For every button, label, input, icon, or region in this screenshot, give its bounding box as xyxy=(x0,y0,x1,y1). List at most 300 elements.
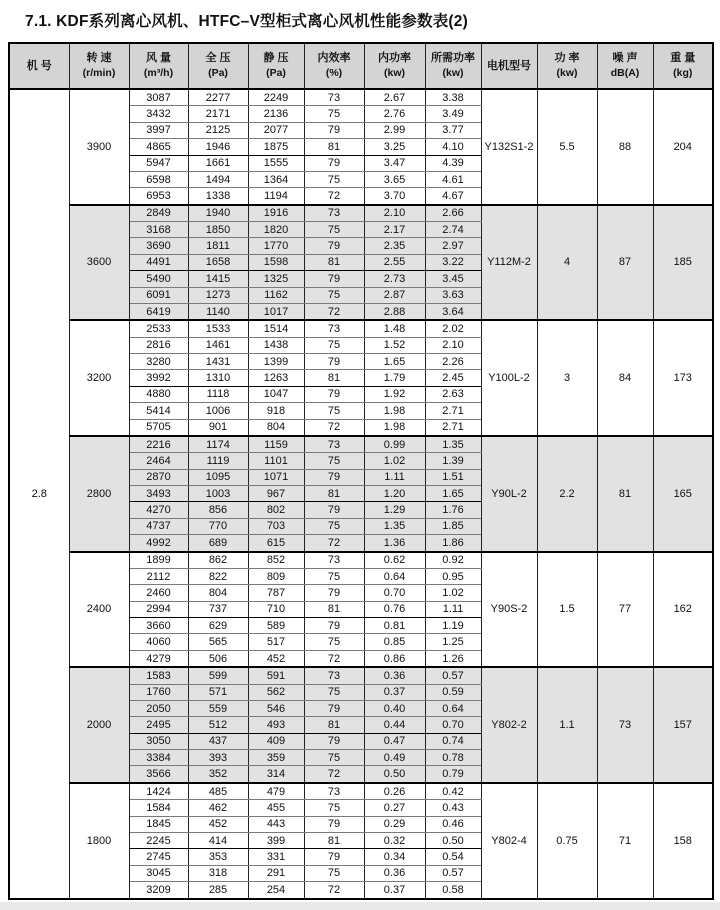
static-pressure-cell: 1325 xyxy=(248,271,304,287)
efficiency-cell: 75 xyxy=(304,634,364,650)
internal-power-cell: 2.35 xyxy=(364,238,425,254)
internal-power-cell: 0.36 xyxy=(364,865,425,881)
required-power-cell: 2.10 xyxy=(425,337,481,353)
internal-power-cell: 0.29 xyxy=(364,816,425,832)
internal-power-cell: 0.37 xyxy=(364,882,425,899)
static-pressure-cell: 703 xyxy=(248,518,304,534)
required-power-cell: 1.02 xyxy=(425,585,481,601)
col-header-noise: 噪 声 dB(A) xyxy=(597,43,653,89)
machine-no-cell: 2.8 xyxy=(9,89,69,899)
flow-cell: 2460 xyxy=(129,585,188,601)
required-power-cell: 1.19 xyxy=(425,618,481,634)
internal-power-cell: 0.70 xyxy=(364,585,425,601)
total-pressure-cell: 2125 xyxy=(188,122,248,138)
weight-cell: 157 xyxy=(653,667,713,783)
efficiency-cell: 81 xyxy=(304,833,364,849)
internal-power-cell: 0.37 xyxy=(364,684,425,700)
required-power-cell: 3.63 xyxy=(425,287,481,303)
efficiency-cell: 79 xyxy=(304,849,364,865)
speed-cell: 2400 xyxy=(69,552,129,668)
static-pressure-cell: 2136 xyxy=(248,106,304,122)
static-pressure-cell: 1017 xyxy=(248,303,304,320)
internal-power-cell: 0.47 xyxy=(364,733,425,749)
flow-cell: 2533 xyxy=(129,320,188,337)
internal-power-cell: 2.76 xyxy=(364,106,425,122)
total-pressure-cell: 1140 xyxy=(188,303,248,320)
internal-power-cell: 0.27 xyxy=(364,800,425,816)
efficiency-cell: 72 xyxy=(304,882,364,899)
motor-power-cell: 2.2 xyxy=(537,436,597,552)
efficiency-cell: 79 xyxy=(304,733,364,749)
col-header-machine-no: 机 号 xyxy=(9,43,69,89)
total-pressure-cell: 1658 xyxy=(188,254,248,270)
col-header-required-power: 所需功率 (kw) xyxy=(425,43,481,89)
internal-power-cell: 0.36 xyxy=(364,667,425,684)
internal-power-cell: 1.36 xyxy=(364,535,425,552)
static-pressure-cell: 615 xyxy=(248,535,304,552)
flow-cell: 4270 xyxy=(129,502,188,518)
total-pressure-cell: 1850 xyxy=(188,222,248,238)
flow-cell: 5947 xyxy=(129,155,188,171)
required-power-cell: 0.57 xyxy=(425,865,481,881)
efficiency-cell: 73 xyxy=(304,667,364,684)
efficiency-cell: 72 xyxy=(304,535,364,552)
static-pressure-cell: 589 xyxy=(248,618,304,634)
speed-cell: 1800 xyxy=(69,783,129,899)
motor-power-cell: 5.5 xyxy=(537,89,597,205)
static-pressure-cell: 1071 xyxy=(248,469,304,485)
flow-cell: 6419 xyxy=(129,303,188,320)
total-pressure-cell: 862 xyxy=(188,552,248,569)
required-power-cell: 3.64 xyxy=(425,303,481,320)
total-pressure-cell: 1003 xyxy=(188,486,248,502)
col-header-weight: 重 量 (kg) xyxy=(653,43,713,89)
efficiency-cell: 79 xyxy=(304,502,364,518)
total-pressure-cell: 414 xyxy=(188,833,248,849)
total-pressure-cell: 822 xyxy=(188,569,248,585)
flow-cell: 4279 xyxy=(129,650,188,667)
flow-cell: 2994 xyxy=(129,601,188,617)
efficiency-cell: 79 xyxy=(304,354,364,370)
flow-cell: 1583 xyxy=(129,667,188,684)
required-power-cell: 0.92 xyxy=(425,552,481,569)
required-power-cell: 1.26 xyxy=(425,650,481,667)
flow-cell: 3432 xyxy=(129,106,188,122)
total-pressure-cell: 393 xyxy=(188,750,248,766)
total-pressure-cell: 770 xyxy=(188,518,248,534)
internal-power-cell: 1.79 xyxy=(364,370,425,386)
total-pressure-cell: 1174 xyxy=(188,436,248,453)
static-pressure-cell: 1364 xyxy=(248,171,304,187)
flow-cell: 1760 xyxy=(129,684,188,700)
static-pressure-cell: 809 xyxy=(248,569,304,585)
page-title: 7.1. KDF系列离心风机、HTFC–V型柜式离心风机性能参数表(2) xyxy=(25,13,468,30)
efficiency-cell: 73 xyxy=(304,436,364,453)
efficiency-cell: 72 xyxy=(304,303,364,320)
page-bottom-strip xyxy=(0,902,720,910)
total-pressure-cell: 1095 xyxy=(188,469,248,485)
internal-power-cell: 0.85 xyxy=(364,634,425,650)
efficiency-cell: 75 xyxy=(304,106,364,122)
total-pressure-cell: 1494 xyxy=(188,171,248,187)
efficiency-cell: 75 xyxy=(304,518,364,534)
total-pressure-cell: 506 xyxy=(188,650,248,667)
required-power-cell: 0.57 xyxy=(425,667,481,684)
total-pressure-cell: 2171 xyxy=(188,106,248,122)
efficiency-cell: 75 xyxy=(304,453,364,469)
static-pressure-cell: 787 xyxy=(248,585,304,601)
static-pressure-cell: 852 xyxy=(248,552,304,569)
required-power-cell: 0.58 xyxy=(425,882,481,899)
total-pressure-cell: 1338 xyxy=(188,188,248,205)
internal-power-cell: 0.81 xyxy=(364,618,425,634)
col-header-static-pressure: 静 压 (Pa) xyxy=(248,43,304,89)
static-pressure-cell: 314 xyxy=(248,766,304,783)
internal-power-cell: 0.49 xyxy=(364,750,425,766)
efficiency-cell: 75 xyxy=(304,569,364,585)
motor-model-cell: Y802-2 xyxy=(481,667,537,783)
noise-cell: 84 xyxy=(597,320,653,436)
efficiency-cell: 81 xyxy=(304,601,364,617)
static-pressure-cell: 1159 xyxy=(248,436,304,453)
flow-cell: 3045 xyxy=(129,865,188,881)
efficiency-cell: 75 xyxy=(304,287,364,303)
required-power-cell: 2.74 xyxy=(425,222,481,238)
total-pressure-cell: 1431 xyxy=(188,354,248,370)
static-pressure-cell: 409 xyxy=(248,733,304,749)
required-power-cell: 4.61 xyxy=(425,171,481,187)
required-power-cell: 0.64 xyxy=(425,701,481,717)
total-pressure-cell: 737 xyxy=(188,601,248,617)
total-pressure-cell: 512 xyxy=(188,717,248,733)
weight-cell: 158 xyxy=(653,783,713,899)
efficiency-cell: 79 xyxy=(304,386,364,402)
efficiency-cell: 73 xyxy=(304,320,364,337)
efficiency-cell: 81 xyxy=(304,139,364,155)
flow-cell: 1424 xyxy=(129,783,188,800)
total-pressure-cell: 901 xyxy=(188,419,248,436)
efficiency-cell: 79 xyxy=(304,271,364,287)
total-pressure-cell: 1811 xyxy=(188,238,248,254)
col-header-efficiency: 内效率 (%) xyxy=(304,43,364,89)
efficiency-cell: 73 xyxy=(304,783,364,800)
efficiency-cell: 75 xyxy=(304,684,364,700)
required-power-cell: 0.46 xyxy=(425,816,481,832)
efficiency-cell: 81 xyxy=(304,254,364,270)
total-pressure-cell: 1118 xyxy=(188,386,248,402)
required-power-cell: 0.42 xyxy=(425,783,481,800)
required-power-cell: 2.71 xyxy=(425,403,481,419)
total-pressure-cell: 452 xyxy=(188,816,248,832)
internal-power-cell: 2.10 xyxy=(364,205,425,222)
motor-model-cell: Y112M-2 xyxy=(481,205,537,321)
total-pressure-cell: 559 xyxy=(188,701,248,717)
internal-power-cell: 1.98 xyxy=(364,403,425,419)
internal-power-cell: 1.02 xyxy=(364,453,425,469)
efficiency-cell: 73 xyxy=(304,205,364,222)
flow-cell: 2216 xyxy=(129,436,188,453)
noise-cell: 71 xyxy=(597,783,653,899)
efficiency-cell: 72 xyxy=(304,419,364,436)
weight-cell: 185 xyxy=(653,205,713,321)
static-pressure-cell: 1770 xyxy=(248,238,304,254)
static-pressure-cell: 1555 xyxy=(248,155,304,171)
static-pressure-cell: 1194 xyxy=(248,188,304,205)
required-power-cell: 3.22 xyxy=(425,254,481,270)
efficiency-cell: 75 xyxy=(304,403,364,419)
flow-cell: 4737 xyxy=(129,518,188,534)
static-pressure-cell: 1162 xyxy=(248,287,304,303)
total-pressure-cell: 804 xyxy=(188,585,248,601)
required-power-cell: 2.97 xyxy=(425,238,481,254)
static-pressure-cell: 546 xyxy=(248,701,304,717)
flow-cell: 5705 xyxy=(129,419,188,436)
internal-power-cell: 0.40 xyxy=(364,701,425,717)
required-power-cell: 2.66 xyxy=(425,205,481,222)
flow-cell: 1584 xyxy=(129,800,188,816)
speed-cell: 3600 xyxy=(69,205,129,321)
internal-power-cell: 1.20 xyxy=(364,486,425,502)
efficiency-cell: 75 xyxy=(304,800,364,816)
static-pressure-cell: 254 xyxy=(248,882,304,899)
static-pressure-cell: 804 xyxy=(248,419,304,436)
col-header-total-pressure: 全 压 (Pa) xyxy=(188,43,248,89)
static-pressure-cell: 802 xyxy=(248,502,304,518)
flow-cell: 2112 xyxy=(129,569,188,585)
motor-power-cell: 1.1 xyxy=(537,667,597,783)
static-pressure-cell: 1101 xyxy=(248,453,304,469)
efficiency-cell: 73 xyxy=(304,552,364,569)
efficiency-cell: 75 xyxy=(304,171,364,187)
motor-power-cell: 0.75 xyxy=(537,783,597,899)
internal-power-cell: 1.35 xyxy=(364,518,425,534)
noise-cell: 77 xyxy=(597,552,653,668)
efficiency-cell: 73 xyxy=(304,89,364,106)
internal-power-cell: 2.73 xyxy=(364,271,425,287)
efficiency-cell: 79 xyxy=(304,618,364,634)
internal-power-cell: 2.55 xyxy=(364,254,425,270)
static-pressure-cell: 1399 xyxy=(248,354,304,370)
required-power-cell: 3.49 xyxy=(425,106,481,122)
performance-table-wrap xyxy=(8,42,712,900)
static-pressure-cell: 918 xyxy=(248,403,304,419)
internal-power-cell: 1.11 xyxy=(364,469,425,485)
weight-cell: 173 xyxy=(653,320,713,436)
table-row xyxy=(9,436,713,453)
total-pressure-cell: 1661 xyxy=(188,155,248,171)
required-power-cell: 2.63 xyxy=(425,386,481,402)
static-pressure-cell: 1875 xyxy=(248,139,304,155)
required-power-cell: 1.39 xyxy=(425,453,481,469)
total-pressure-cell: 318 xyxy=(188,865,248,881)
table-row xyxy=(9,205,713,222)
internal-power-cell: 0.86 xyxy=(364,650,425,667)
efficiency-cell: 81 xyxy=(304,717,364,733)
internal-power-cell: 1.65 xyxy=(364,354,425,370)
flow-cell: 3493 xyxy=(129,486,188,502)
internal-power-cell: 0.32 xyxy=(364,833,425,849)
flow-cell: 2745 xyxy=(129,849,188,865)
flow-cell: 3280 xyxy=(129,354,188,370)
static-pressure-cell: 443 xyxy=(248,816,304,832)
flow-cell: 2495 xyxy=(129,717,188,733)
speed-cell: 3200 xyxy=(69,320,129,436)
efficiency-cell: 79 xyxy=(304,155,364,171)
total-pressure-cell: 462 xyxy=(188,800,248,816)
motor-model-cell: Y132S1-2 xyxy=(481,89,537,205)
required-power-cell: 1.35 xyxy=(425,436,481,453)
flow-cell: 2816 xyxy=(129,337,188,353)
required-power-cell: 2.02 xyxy=(425,320,481,337)
total-pressure-cell: 1310 xyxy=(188,370,248,386)
total-pressure-cell: 1533 xyxy=(188,320,248,337)
flow-cell: 3660 xyxy=(129,618,188,634)
required-power-cell: 3.77 xyxy=(425,122,481,138)
noise-cell: 73 xyxy=(597,667,653,783)
static-pressure-cell: 399 xyxy=(248,833,304,849)
flow-cell: 6953 xyxy=(129,188,188,205)
internal-power-cell: 1.98 xyxy=(364,419,425,436)
efficiency-cell: 72 xyxy=(304,650,364,667)
total-pressure-cell: 353 xyxy=(188,849,248,865)
speed-cell: 3900 xyxy=(69,89,129,205)
internal-power-cell: 0.26 xyxy=(364,783,425,800)
efficiency-cell: 79 xyxy=(304,122,364,138)
flow-cell: 2870 xyxy=(129,469,188,485)
internal-power-cell: 3.47 xyxy=(364,155,425,171)
static-pressure-cell: 517 xyxy=(248,634,304,650)
static-pressure-cell: 1820 xyxy=(248,222,304,238)
internal-power-cell: 3.65 xyxy=(364,171,425,187)
flow-cell: 3992 xyxy=(129,370,188,386)
efficiency-cell: 72 xyxy=(304,766,364,783)
flow-cell: 3050 xyxy=(129,733,188,749)
efficiency-cell: 79 xyxy=(304,816,364,832)
required-power-cell: 4.67 xyxy=(425,188,481,205)
speed-cell: 2800 xyxy=(69,436,129,552)
required-power-cell: 2.26 xyxy=(425,354,481,370)
flow-cell: 2849 xyxy=(129,205,188,222)
static-pressure-cell: 455 xyxy=(248,800,304,816)
motor-model-cell: Y90S-2 xyxy=(481,552,537,668)
static-pressure-cell: 331 xyxy=(248,849,304,865)
required-power-cell: 1.11 xyxy=(425,601,481,617)
total-pressure-cell: 571 xyxy=(188,684,248,700)
total-pressure-cell: 352 xyxy=(188,766,248,783)
internal-power-cell: 0.34 xyxy=(364,849,425,865)
flow-cell: 2050 xyxy=(129,701,188,717)
total-pressure-cell: 485 xyxy=(188,783,248,800)
total-pressure-cell: 285 xyxy=(188,882,248,899)
total-pressure-cell: 1415 xyxy=(188,271,248,287)
required-power-cell: 0.74 xyxy=(425,733,481,749)
table-row xyxy=(9,89,713,106)
table-body xyxy=(9,89,713,899)
required-power-cell: 0.95 xyxy=(425,569,481,585)
required-power-cell: 1.65 xyxy=(425,486,481,502)
required-power-cell: 0.43 xyxy=(425,800,481,816)
col-header-flow: 风 量 (m³/h) xyxy=(129,43,188,89)
static-pressure-cell: 562 xyxy=(248,684,304,700)
total-pressure-cell: 2277 xyxy=(188,89,248,106)
weight-cell: 204 xyxy=(653,89,713,205)
static-pressure-cell: 591 xyxy=(248,667,304,684)
table-row xyxy=(9,667,713,684)
static-pressure-cell: 291 xyxy=(248,865,304,881)
efficiency-cell: 75 xyxy=(304,750,364,766)
table-row xyxy=(9,783,713,800)
required-power-cell: 2.71 xyxy=(425,419,481,436)
flow-cell: 3384 xyxy=(129,750,188,766)
static-pressure-cell: 1916 xyxy=(248,205,304,222)
flow-cell: 5414 xyxy=(129,403,188,419)
required-power-cell: 1.51 xyxy=(425,469,481,485)
required-power-cell: 4.39 xyxy=(425,155,481,171)
internal-power-cell: 2.99 xyxy=(364,122,425,138)
flow-cell: 4491 xyxy=(129,254,188,270)
required-power-cell: 2.45 xyxy=(425,370,481,386)
internal-power-cell: 0.44 xyxy=(364,717,425,733)
motor-power-cell: 4 xyxy=(537,205,597,321)
total-pressure-cell: 689 xyxy=(188,535,248,552)
required-power-cell: 1.85 xyxy=(425,518,481,534)
motor-model-cell: Y802-4 xyxy=(481,783,537,899)
flow-cell: 4992 xyxy=(129,535,188,552)
flow-cell: 4865 xyxy=(129,139,188,155)
required-power-cell: 3.45 xyxy=(425,271,481,287)
efficiency-cell: 79 xyxy=(304,701,364,717)
static-pressure-cell: 967 xyxy=(248,486,304,502)
flow-cell: 1845 xyxy=(129,816,188,832)
internal-power-cell: 1.92 xyxy=(364,386,425,402)
static-pressure-cell: 359 xyxy=(248,750,304,766)
weight-cell: 165 xyxy=(653,436,713,552)
total-pressure-cell: 856 xyxy=(188,502,248,518)
internal-power-cell: 3.25 xyxy=(364,139,425,155)
static-pressure-cell: 493 xyxy=(248,717,304,733)
internal-power-cell: 1.48 xyxy=(364,320,425,337)
total-pressure-cell: 1006 xyxy=(188,403,248,419)
internal-power-cell: 0.99 xyxy=(364,436,425,453)
required-power-cell: 1.76 xyxy=(425,502,481,518)
static-pressure-cell: 710 xyxy=(248,601,304,617)
internal-power-cell: 1.29 xyxy=(364,502,425,518)
internal-power-cell: 0.76 xyxy=(364,601,425,617)
efficiency-cell: 75 xyxy=(304,337,364,353)
speed-cell: 2000 xyxy=(69,667,129,783)
total-pressure-cell: 437 xyxy=(188,733,248,749)
static-pressure-cell: 1438 xyxy=(248,337,304,353)
efficiency-cell: 79 xyxy=(304,238,364,254)
motor-power-cell: 1.5 xyxy=(537,552,597,668)
internal-power-cell: 2.87 xyxy=(364,287,425,303)
flow-cell: 6091 xyxy=(129,287,188,303)
static-pressure-cell: 1598 xyxy=(248,254,304,270)
flow-cell: 3566 xyxy=(129,766,188,783)
total-pressure-cell: 599 xyxy=(188,667,248,684)
col-header-internal-power: 内功率 (kw) xyxy=(364,43,425,89)
required-power-cell: 0.59 xyxy=(425,684,481,700)
col-header-motor-power: 功 率 (kw) xyxy=(537,43,597,89)
motor-model-cell: Y90L-2 xyxy=(481,436,537,552)
required-power-cell: 1.25 xyxy=(425,634,481,650)
table-row xyxy=(9,552,713,569)
required-power-cell: 0.79 xyxy=(425,766,481,783)
flow-cell: 3690 xyxy=(129,238,188,254)
flow-cell: 4060 xyxy=(129,634,188,650)
static-pressure-cell: 1263 xyxy=(248,370,304,386)
required-power-cell: 1.86 xyxy=(425,535,481,552)
